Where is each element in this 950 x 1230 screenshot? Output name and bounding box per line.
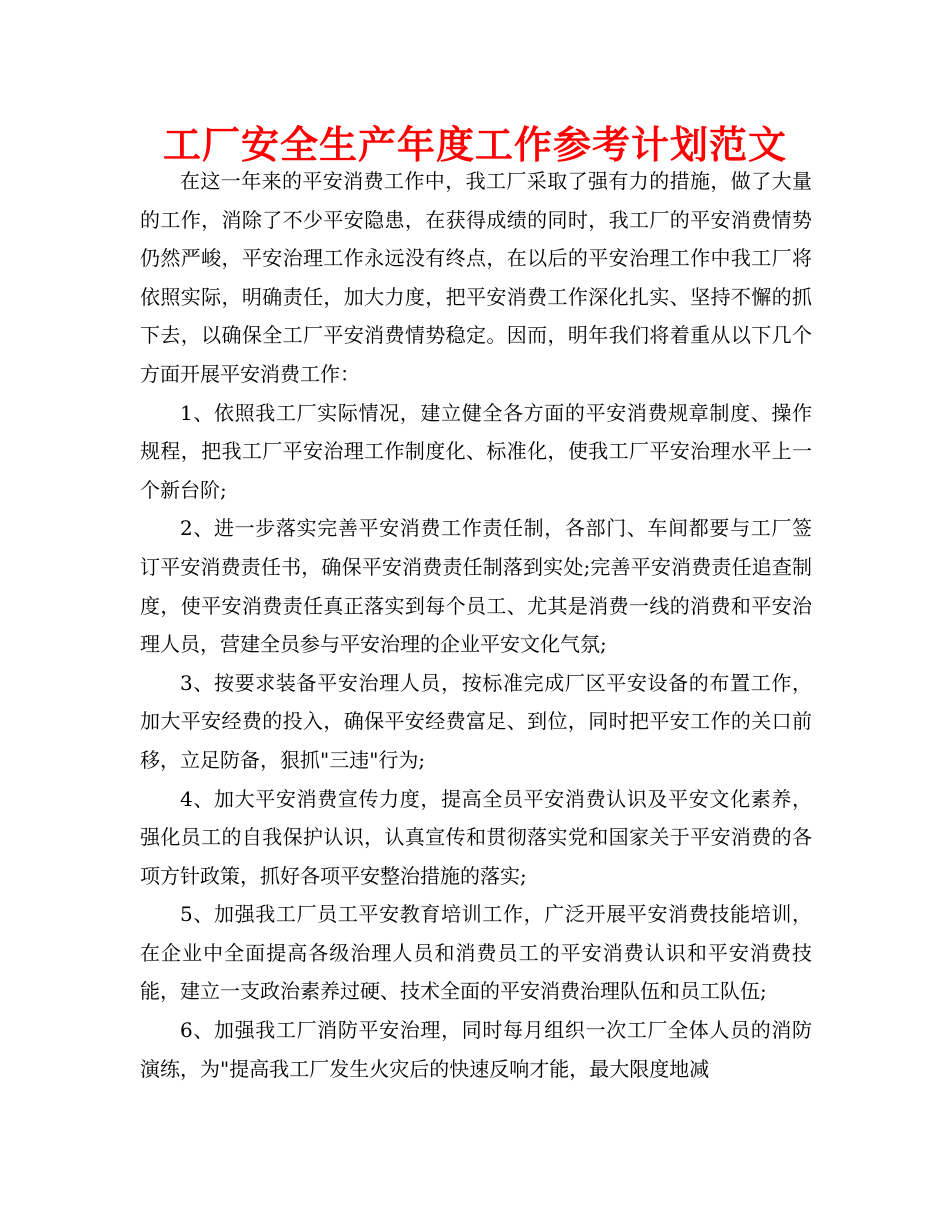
list-item-paragraph: 3、按要求装备平安治理人员，按标准完成厂区平安设备的布置工作，加大平安经费的投入，确保平安经费富足、到位，同时把平安工作的关口前移，立足防备，狠抓"三违"行为; — [140, 670, 812, 772]
list-item-paragraph: 6、加强我工厂消防平安治理，同时每月组织一次工厂全体人员的消防演练，为"提高我工厂发生火灾后的快速反响才能，最大限度地减 — [140, 1018, 812, 1081]
list-item-paragraph: 2、进一步落实完善平安消费工作责任制，各部门、车间都要与工厂签订平安消费责任书，确保平安消费责任制落到实处;完善平安消费责任追查制度，使平安消费责任真正落实到每个员工、尤其是消费一线的消费和平安治理人员，营建全员参与平安治理的企业平安文化气氛; — [140, 516, 812, 657]
document-title: 工厂安全生产年度工作参考计划范文 — [162, 122, 787, 167]
intro-paragraph: 在这一年来的平安消费工作中，我工厂采取了强有力的措施，做了大量的工作，消除了不少平安隐患，在获得成绩的同时，我工厂的平安消费情势仍然严峻，平安治理工作永远没有终点，在以后的平安治理工作中我工厂将依照实际，明确责任，加大力度，把平安消费工作深化扎实、坚持不懈的抓下去，以确保全工厂平安消费情势稳定。因而，明年我们将着重从以下几个方面开展平安消费工作： — [140, 169, 812, 386]
document-body — [140, 162, 812, 1088]
list-item-paragraph: 5、加强我工厂员工平安教育培训工作，广泛开展平安消费技能培训，在企业中全面提高各级治理人员和消费员工的平安消费认识和平安消费技能，建立一支政治素养过硬、技术全面的平安消费治理队伍和员工队伍; — [140, 902, 812, 1004]
list-item-paragraph: 1、依照我工厂实际情况，建立健全各方面的平安消费规章制度、操作规程，把我工厂平安治理工作制度化、标准化，使我工厂平安治理水平上一个新台阶; — [140, 400, 812, 502]
list-item-paragraph: 4、加大平安消费宣传力度，提高全员平安消费认识及平安文化素养，强化员工的自我保护认识，认真宣传和贯彻落实党和国家关于平安消费的各项方针政策，抓好各项平安整治措施的落实; — [140, 786, 812, 888]
